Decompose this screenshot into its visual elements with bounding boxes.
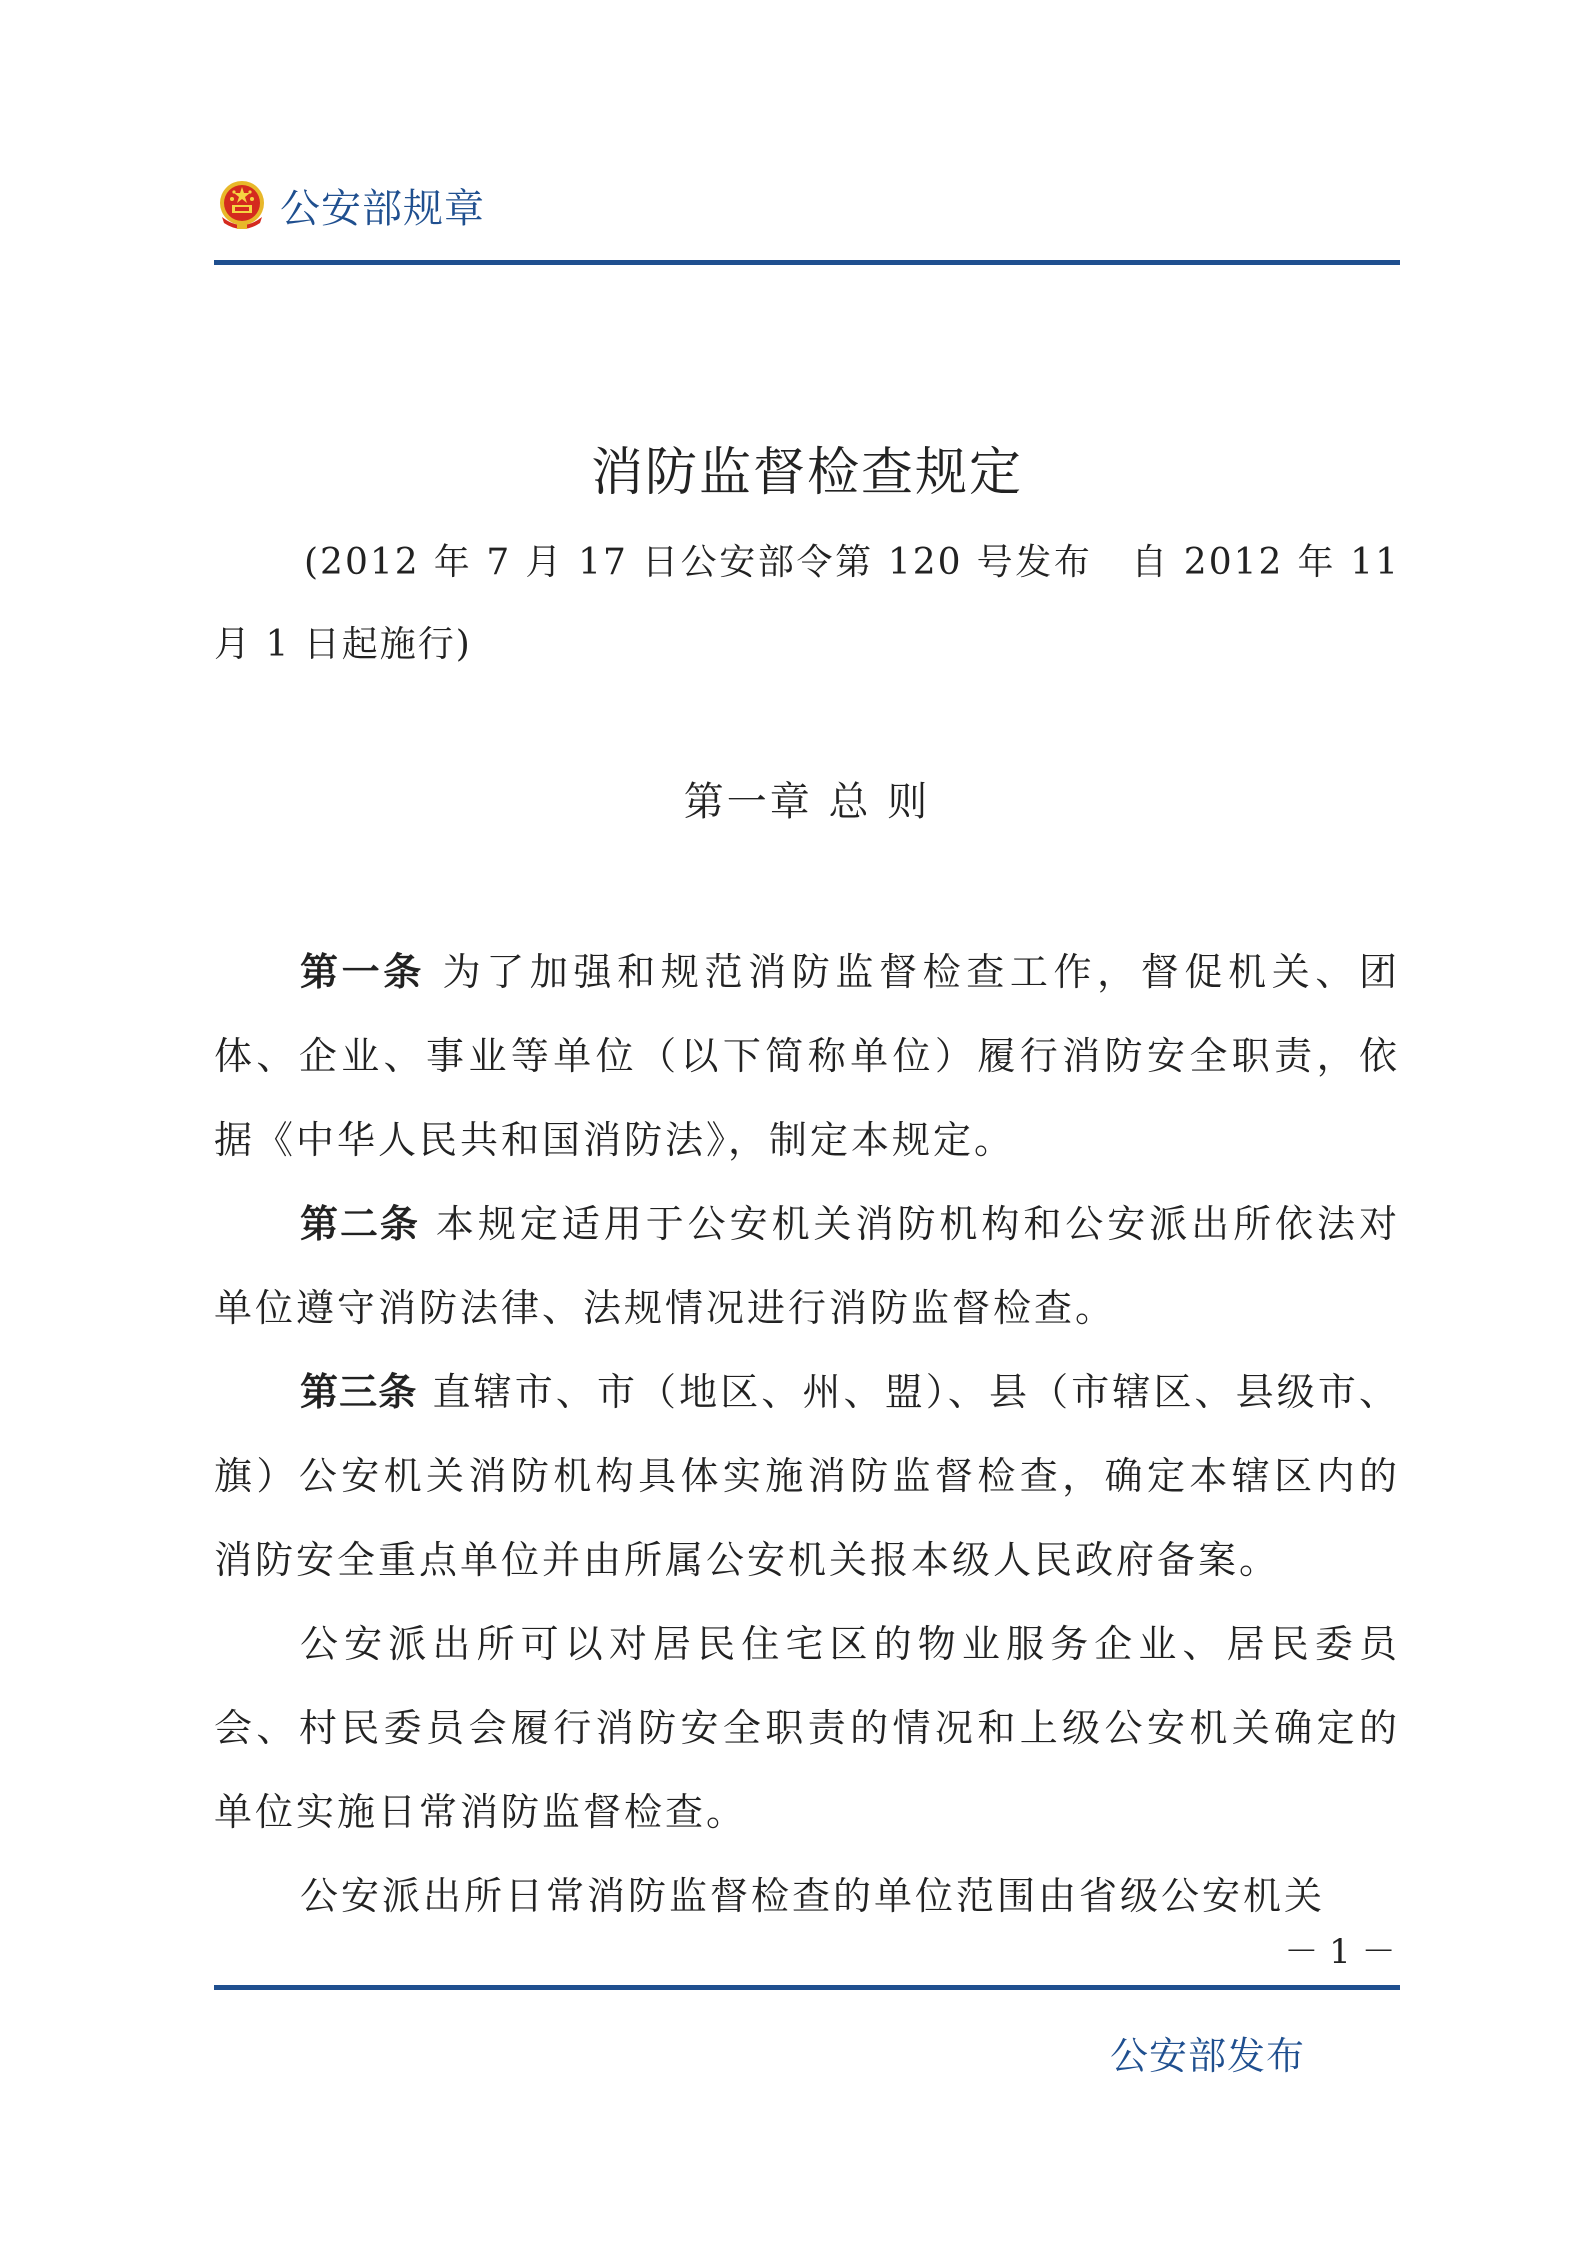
- article-text: 公安派出所可以对居民住宅区的物业服务企业、居民委员会、村民委员会履行消防安全职责的情况和上级公安机关确定的单位实施日常消防监督检查。: [214, 1622, 1400, 1834]
- article-number: 第三条: [300, 1370, 418, 1414]
- article-number: 第一条: [300, 950, 425, 994]
- footer-publisher: 公安部发布: [1110, 2034, 1306, 2078]
- article-paragraph: [214, 1854, 1400, 1938]
- article-text: 本规定适用于公安机关消防机构和公安派出所依法对单位遵守消防法律、法规情况进行消防监督检查。: [214, 1202, 1400, 1330]
- header-title: 公安部规章: [280, 185, 485, 232]
- article-paragraph: [214, 1182, 1400, 1350]
- header-divider: [214, 260, 1400, 265]
- article-text: 直辖市、市（地区、州、盟）、县（市辖区、县级市、旗）公安机关消防机构具体实施消防监督检查，确定本辖区内的消防安全重点单位并由所属公安机关报本级人民政府备案。: [214, 1370, 1400, 1582]
- article-text: 为了加强和规范消防监督检查工作，督促机关、团体、企业、事业等单位（以下简称单位）履行消防安全职责，依据《中华人民共和国消防法》，制定本规定。: [214, 950, 1400, 1162]
- chapter-heading: 第一章 总 则: [683, 779, 931, 825]
- national-emblem-icon: [214, 177, 270, 233]
- document-subtitle: (2012 年 7 月 17 日公安部令第 120 号发布 自 2012 年 11 月 1 日起施行): [214, 542, 1400, 665]
- article-paragraph: [214, 1350, 1400, 1602]
- document-body: [214, 930, 1400, 1938]
- header: [214, 170, 485, 240]
- document-title: 消防监督检查规定: [590, 443, 1023, 503]
- article-number: 第二条: [300, 1202, 420, 1246]
- article-text: 公安派出所日常消防监督检查的单位范围由省级公安机关: [300, 1874, 1326, 1918]
- footer-divider: [214, 1985, 1400, 1990]
- page-number: － 1 －: [1284, 1932, 1396, 1972]
- article-paragraph: [214, 1602, 1400, 1854]
- article-paragraph: [214, 930, 1400, 1182]
